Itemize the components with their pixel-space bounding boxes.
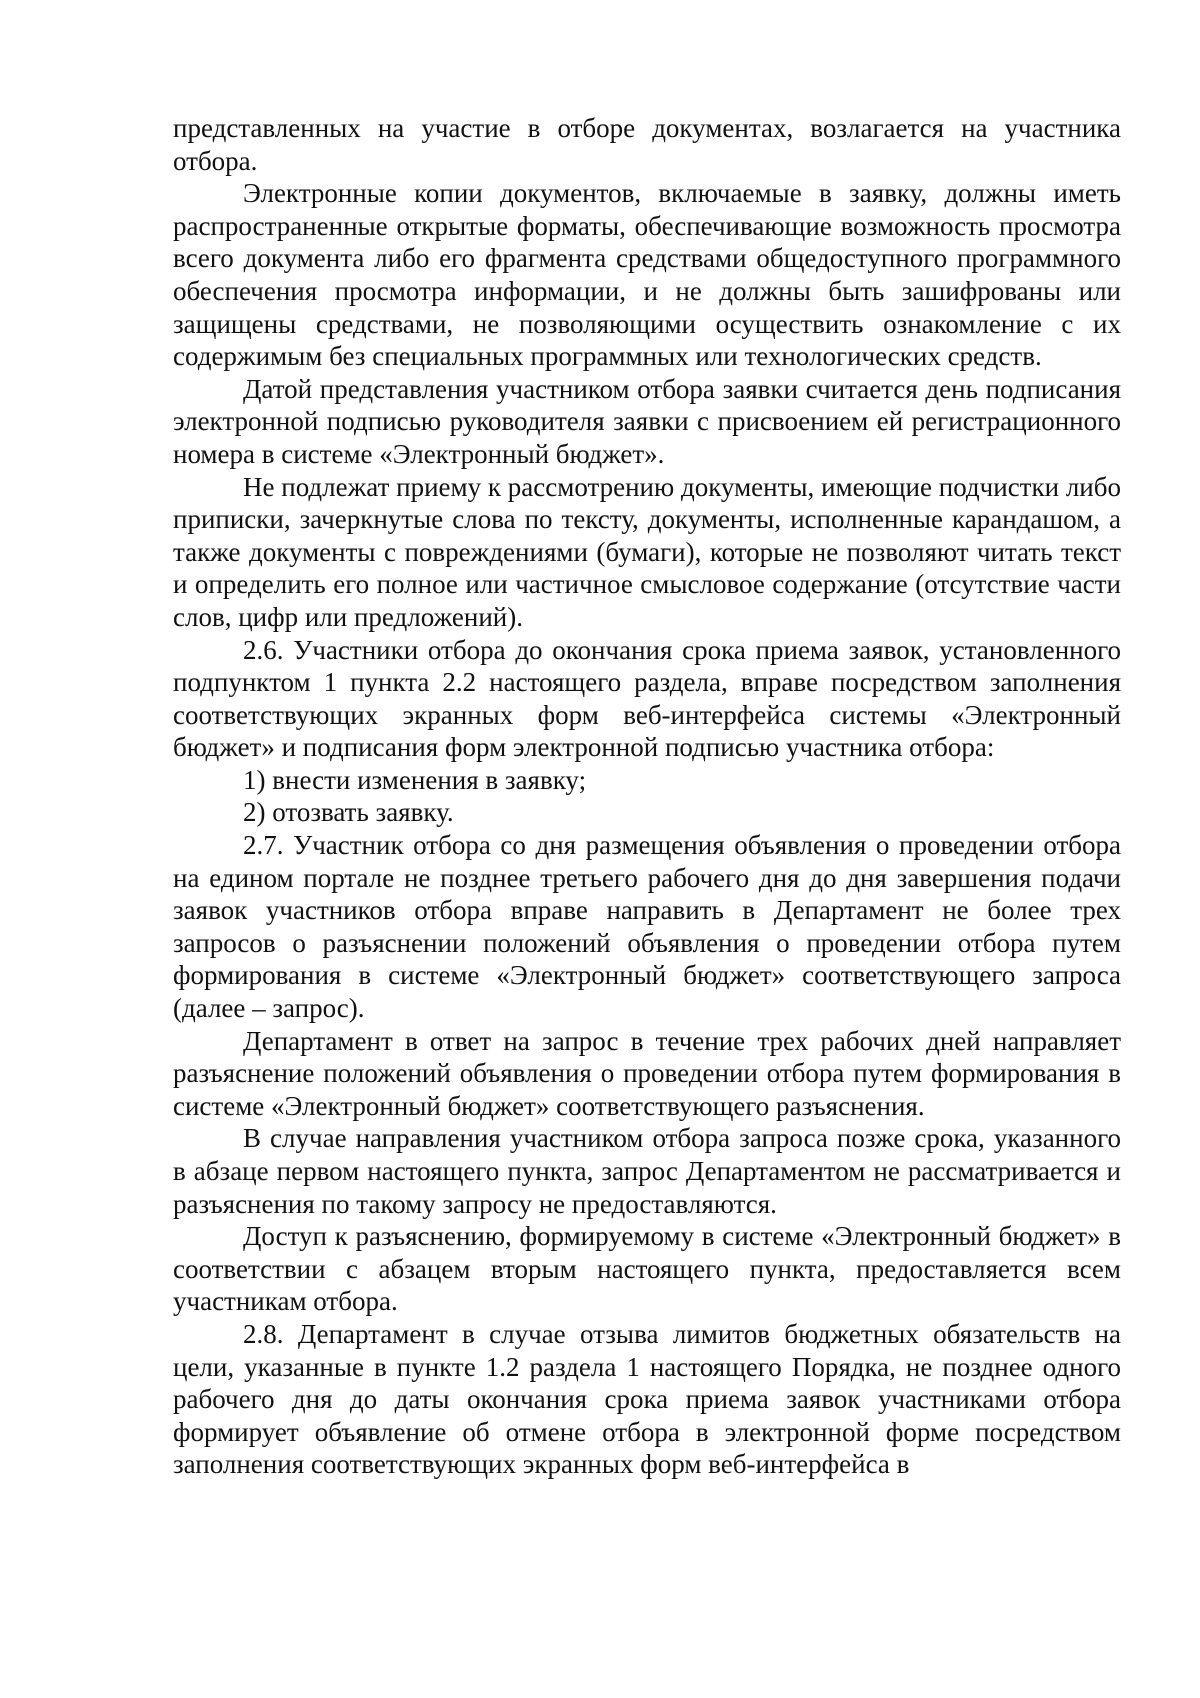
list-item-2: 2) отозвать заявку. (243, 797, 454, 828)
paragraph-late-request: В случае направления участником отбора запроса позже срока, указанного в абзаце первом настоящего пункта, запрос Департаментом не рассматривается и разъяснения по такому запросу не предоставляются. (173, 1123, 1121, 1219)
paragraph-continuation: представленных на участие в отборе документах, возлагается на участника отбора. (173, 113, 1121, 176)
paragraph-clause-2-6: 2.6. Участники отбора до окончания срока приема заявок, установленного подпунктом 1 пункта 2.2 настоящего раздела, вправе посредством заполнения соответствующих экранных форм веб-интерфейса системы «Электронный бюджет» и подписания форм электронной подписью участника отбора: (173, 634, 1121, 763)
paragraph-clause-2-7: 2.7. Участник отбора со дня размещения объявления о проведении отбора на едином портале не позднее третьего рабочего дня до дня завершения подачи заявок участников отбора вправе направить в Департамент не более трех запросов о разъяснении положений объявления о проведении отбора путем формирования в системе «Электронный бюджет» соответствующего запроса (далее – запрос). (173, 830, 1121, 1024)
paragraph-access-to-clarification: Доступ к разъяснению, формируемому в системе «Электронный бюджет» в соответствии с абзацем вторым настоящего пункта, предоставляется всем участникам отбора. (173, 1221, 1121, 1317)
paragraph-department-response: Департамент в ответ на запрос в течение трех рабочих дней направляет разъяснение положений объявления о проведении отбора путем формирования в системе «Электронный бюджет» соответствующего разъяснения. (173, 1025, 1121, 1121)
list-item-1: 1) внести изменения в заявку; (243, 764, 587, 795)
paragraph-electronic-copies: Электронные копии документов, включаемые в заявку, должны иметь распространенные открытые форматы, обеспечивающие возможность просмотра всего документа либо его фрагмента средствами общедоступного программного обеспечения просмотра информации, и не должны быть зашифрованы или защищены средствами, не позволяющими осуществить ознакомление с их содержимым без специальных программных или технологических средств. (173, 178, 1121, 372)
document-page (173, 112, 1121, 1481)
paragraph-clause-2-8: 2.8. Департамент в случае отзыва лимитов бюджетных обязательств на цели, указанные в пункте 1.2 раздела 1 настоящего Порядка, не позднее одного рабочего дня до даты окончания срока приема заявок участниками отбора формирует объявление об отмене отбора в электронной форме посредством заполнения соответствующих экранных форм веб-интерфейса в (173, 1318, 1121, 1480)
paragraph-rejected-documents: Не подлежат приему к рассмотрению документы, имеющие подчистки либо приписки, зачеркнутые слова по тексту, документы, исполненные карандашом, а также документы с повреждениями (бумаги), которые не позволяют читать текст и определить его полное или частичное смысловое содержание (отсутствие части слов, цифр или предложений). (173, 471, 1121, 632)
paragraph-submission-date: Датой представления участником отбора заявки считается день подписания электронной подписью руководителя заявки с присвоением ей регистрационного номера в системе «Электронный бюджет». (173, 373, 1121, 469)
